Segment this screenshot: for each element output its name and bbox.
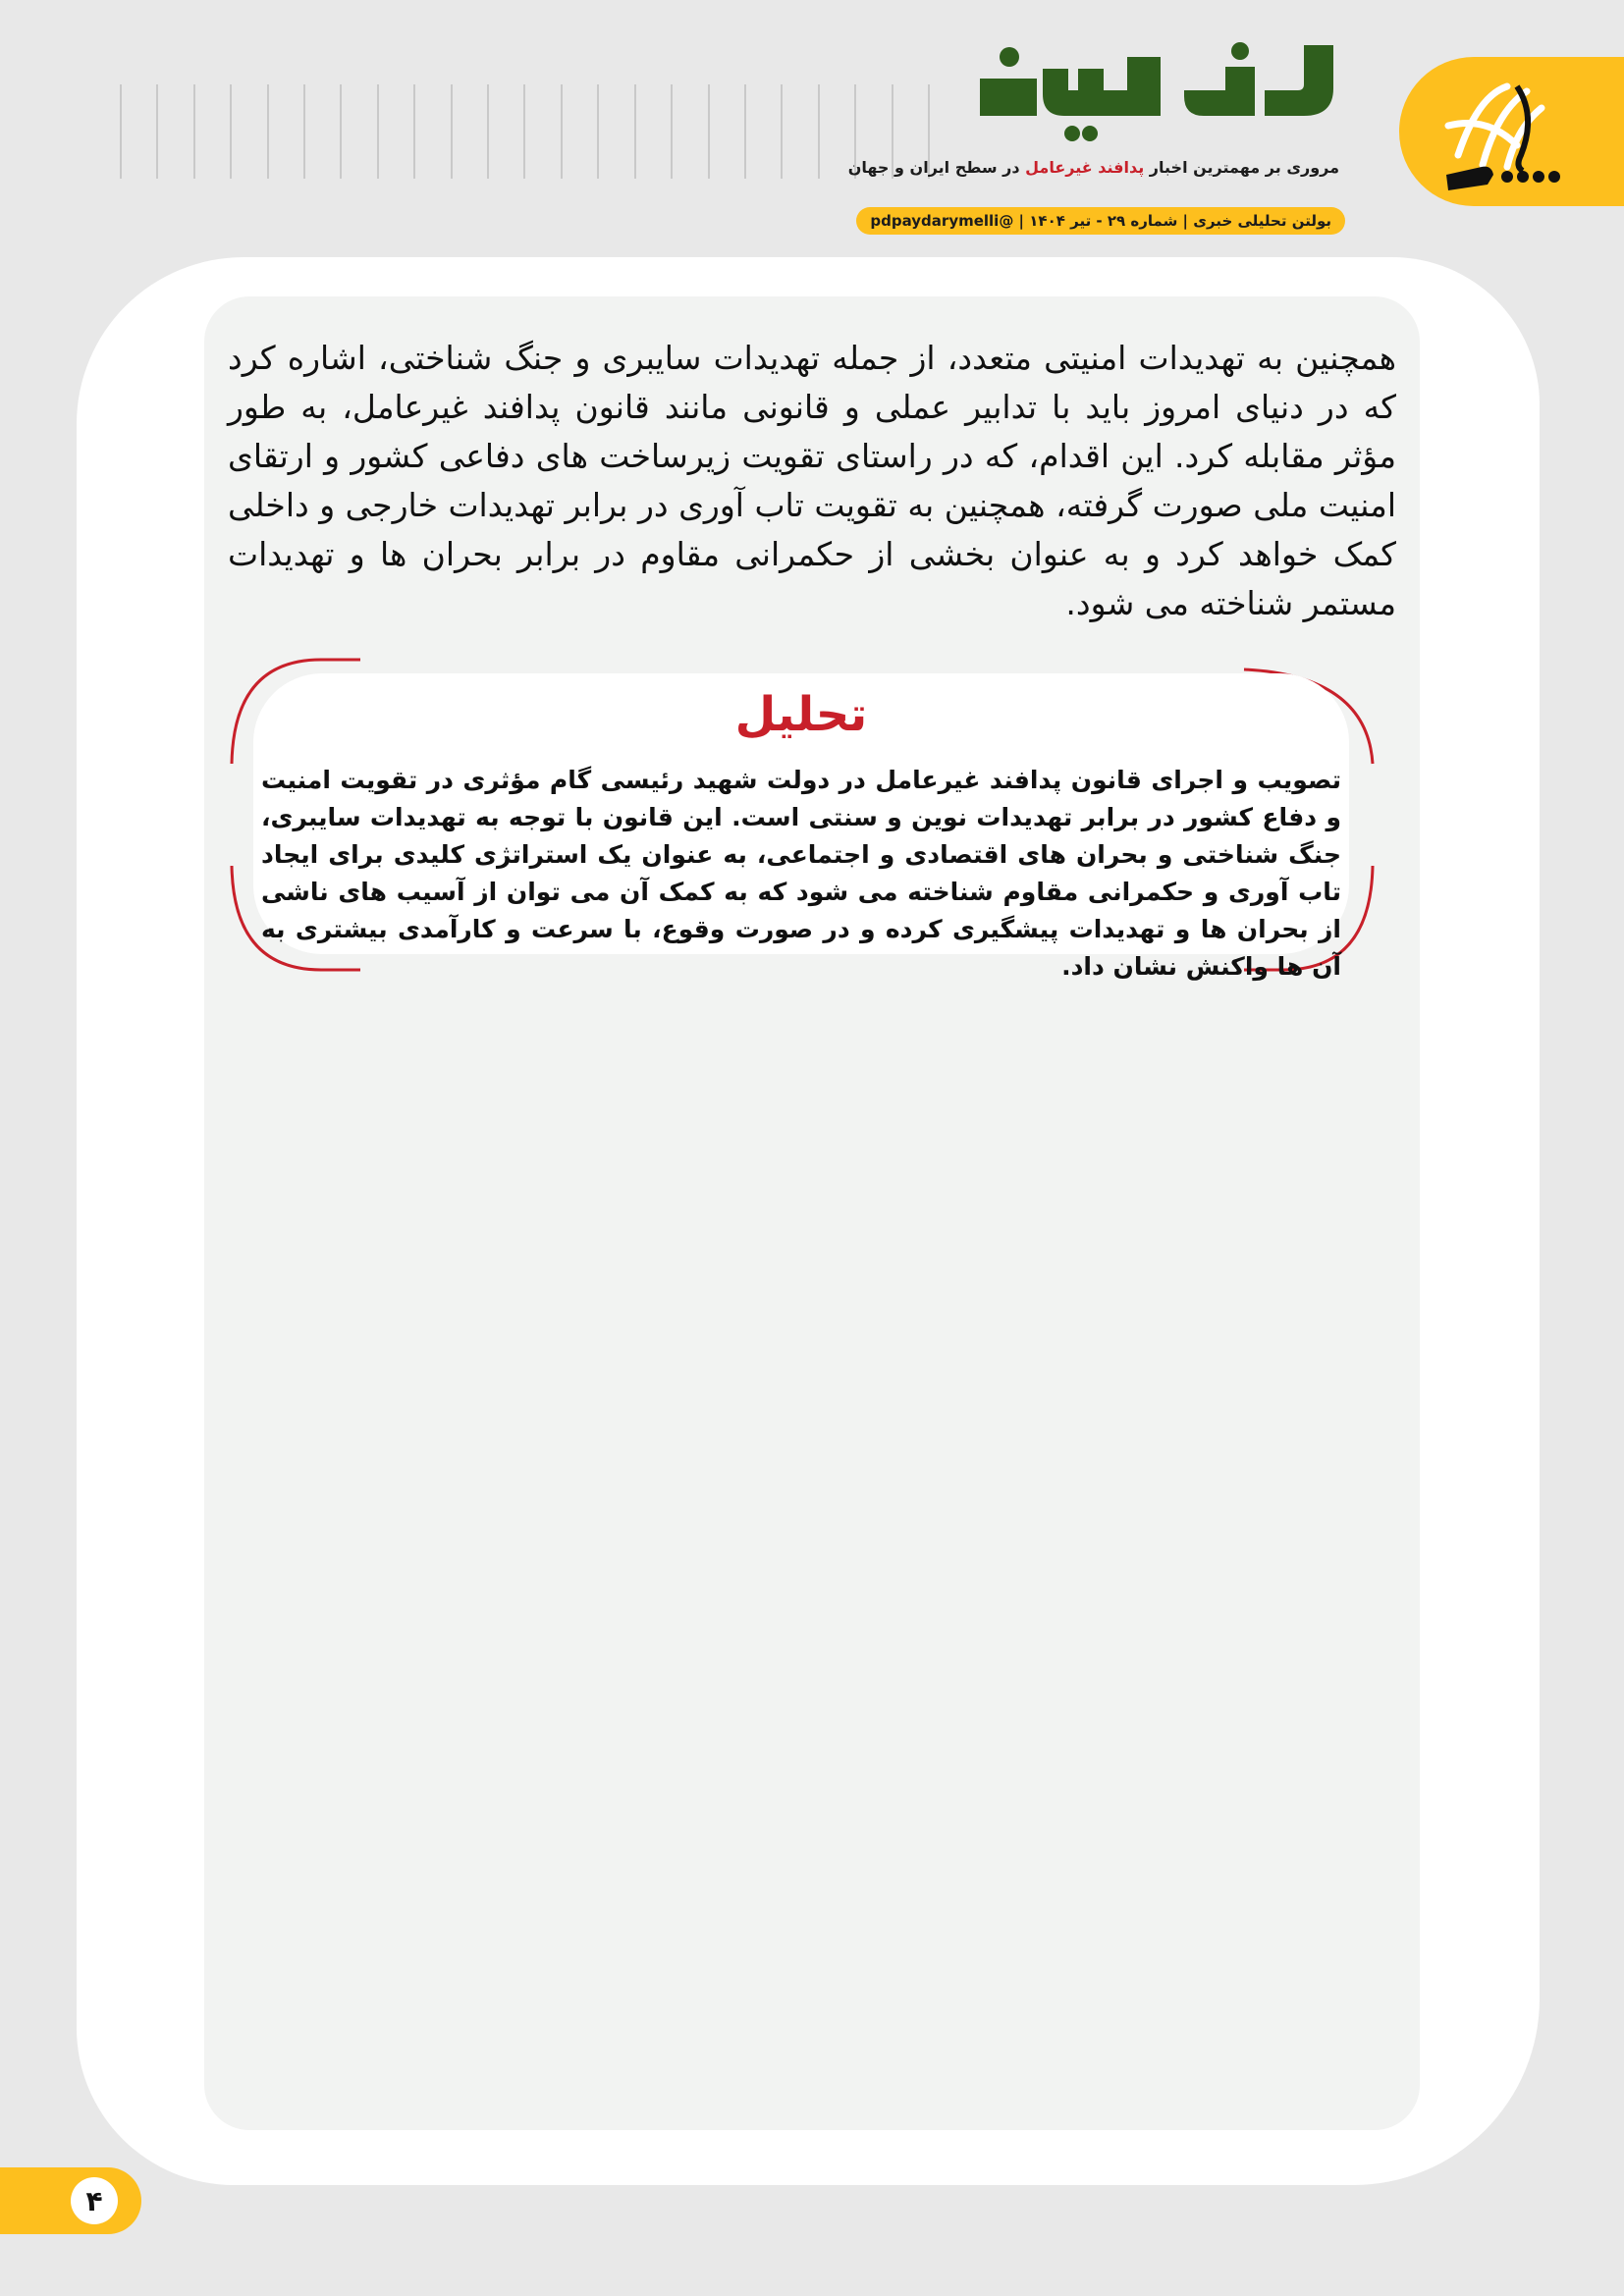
tick bbox=[781, 84, 783, 179]
tick bbox=[487, 84, 489, 179]
tick bbox=[377, 84, 379, 179]
tick bbox=[634, 84, 636, 179]
tagline-highlight: پدافند غیرعامل bbox=[1025, 158, 1145, 177]
tick bbox=[708, 84, 710, 179]
masthead-tagline bbox=[848, 158, 1339, 177]
masthead-logo bbox=[980, 27, 1345, 145]
paydari-melli-logo-icon bbox=[1399, 57, 1624, 206]
tick bbox=[523, 84, 525, 179]
tick bbox=[303, 84, 305, 179]
tick bbox=[451, 84, 453, 179]
tick bbox=[193, 84, 195, 179]
tagline-start: مروری بر مهمترین اخبار bbox=[1144, 158, 1339, 177]
tick bbox=[561, 84, 563, 179]
bulletin-info-pill: بولتن تحلیلی خبری | شماره ۲۹ - تیر ۱۴۰۴ | @pdpaydarymelli bbox=[856, 207, 1345, 235]
tick bbox=[120, 84, 122, 179]
header-ticks bbox=[120, 84, 930, 179]
tick bbox=[671, 84, 673, 179]
tick bbox=[413, 84, 415, 179]
tick bbox=[230, 84, 232, 179]
analysis-text: تصویب و اجرای قانون پدافند غیرعامل در دولت شهید رئیسی گام مؤثری در تقویت امنیت و دفاع کشور در برابر تهدیدات نوین و سنتی است. این قانون با توجه به تهدیدات سایبری، جنگ شناختی و بحران های اقتصادی و اجتماعی، به عنوان یک استراتژی کلیدی برای ایجاد تاب آوری و حکمرانی مقاوم شناخته می شود که به کمک آن می توان از آسیب های ناشی از بحران ها و تهدیدات پیشگیری کرده و در صورت وقوع، با سرعت و کارآمدی بیشتری به آن ها واکنش نشان داد. bbox=[261, 766, 1341, 981]
tick bbox=[744, 84, 746, 179]
page-number: ۴ bbox=[71, 2177, 118, 2224]
tick bbox=[156, 84, 158, 179]
analysis-title: تحلیل bbox=[734, 687, 868, 742]
brand-badge bbox=[1399, 57, 1624, 206]
tick bbox=[267, 84, 269, 179]
tagline-end: در سطح ایران و جهان bbox=[847, 158, 1026, 177]
article-paragraph: همچنین به تهدیدات امنیتی متعدد، از جمله تهدیدات سایبری و جنگ شناختی، اشاره کرد که در دنیای امروز باید با تدابیر عملی و قانونی مانند قانون پدافند غیرعامل، به طور مؤثر مقابله کرد. این اقدام، که در راستای تقویت زیرساخت های دفاعی کشور و ارتقای امنیت ملی صورت گرفته، همچنین به تقویت تاب آوری در برابر تهدیدات خارجی و داخلی کمک خواهد کرد و به عنوان بخشی از حکمرانی مقاوم در برابر بحران ها و تهدیدات مستمر شناخته می شود. bbox=[228, 339, 1396, 622]
tick bbox=[818, 84, 820, 179]
publication-masthead bbox=[847, 27, 1345, 230]
tick bbox=[340, 84, 342, 179]
tick bbox=[597, 84, 599, 179]
